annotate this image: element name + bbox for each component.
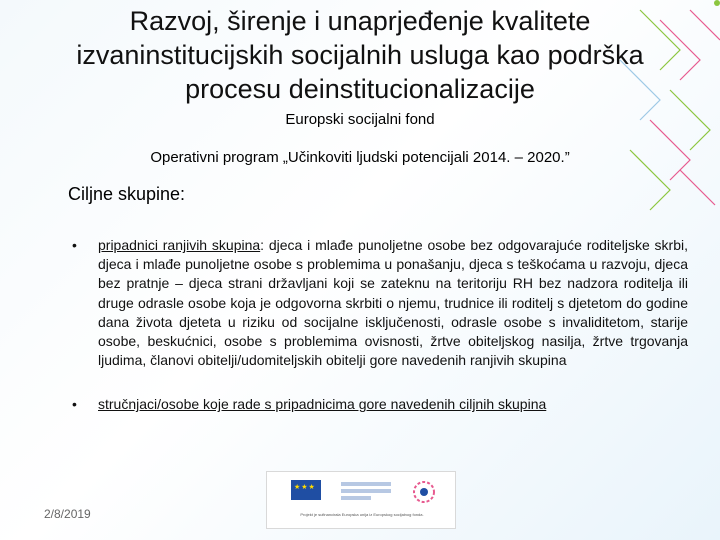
program-name: Operativni program „Učinkoviti ljudski potencijali 2014. – 2020.”: [150, 149, 570, 166]
bullet-icon: •: [72, 237, 77, 253]
structural-funds-logo: [341, 482, 391, 498]
funding-logos: [266, 471, 456, 529]
group-description: : djeca i mlađe punoljetne osobe bez odgovarajuće roditeljske skrbi, djeca i mlađe punoljetne osobe s problemima u ponašanju, djeca s teškoćama u razvoju, djeca bez pratnje – djeca strani državljani koji se zateknu na teritoriju RH bez nadzora roditelja ili druge odrasle osobe koja je odgovorna skrbiti o njemu, trudnice ili roditelj s djetetom do godine dana života djeteta u riziku od socijalne isključenosti, odrasle osobe s invaliditetom, starije osobe, beskućnici, osobe s problemima ovisnosti, žrtve obiteljskog nasilja, žrtve trgovanja ljudima, članovi obitelji/udomiteljskih obitelji gore navedenih ranjivih skupina: [98, 237, 688, 369]
eu-flag-icon: [291, 480, 321, 500]
operational-programme-logo: [407, 478, 441, 506]
target-groups-list: [68, 236, 688, 415]
target-groups-heading: Ciljne skupine:: [68, 184, 186, 204]
list-item: [68, 236, 688, 370]
bullet-icon: •: [72, 396, 77, 413]
group-name: stručnjaci/osobe koje rade s pripadnicima gore navedenih ciljnih skupina: [98, 396, 547, 413]
group-name: pripadnici ranjivih skupina: [98, 237, 261, 253]
list-item: [68, 395, 688, 414]
slide-title: Razvoj, širenje i unaprjeđenje kvalitete izvaninstitucijskih socijalnih usluga kao podrška procesu deinstitucionalizacije: [76, 6, 644, 104]
slide-subtitle: Europski socijalni fond: [285, 111, 435, 128]
slide-date: 2/8/2019: [44, 507, 91, 521]
logos-caption: Projekt je sufinancirala Europska unija iz Europskog socijalnog fonda.: [300, 512, 424, 517]
